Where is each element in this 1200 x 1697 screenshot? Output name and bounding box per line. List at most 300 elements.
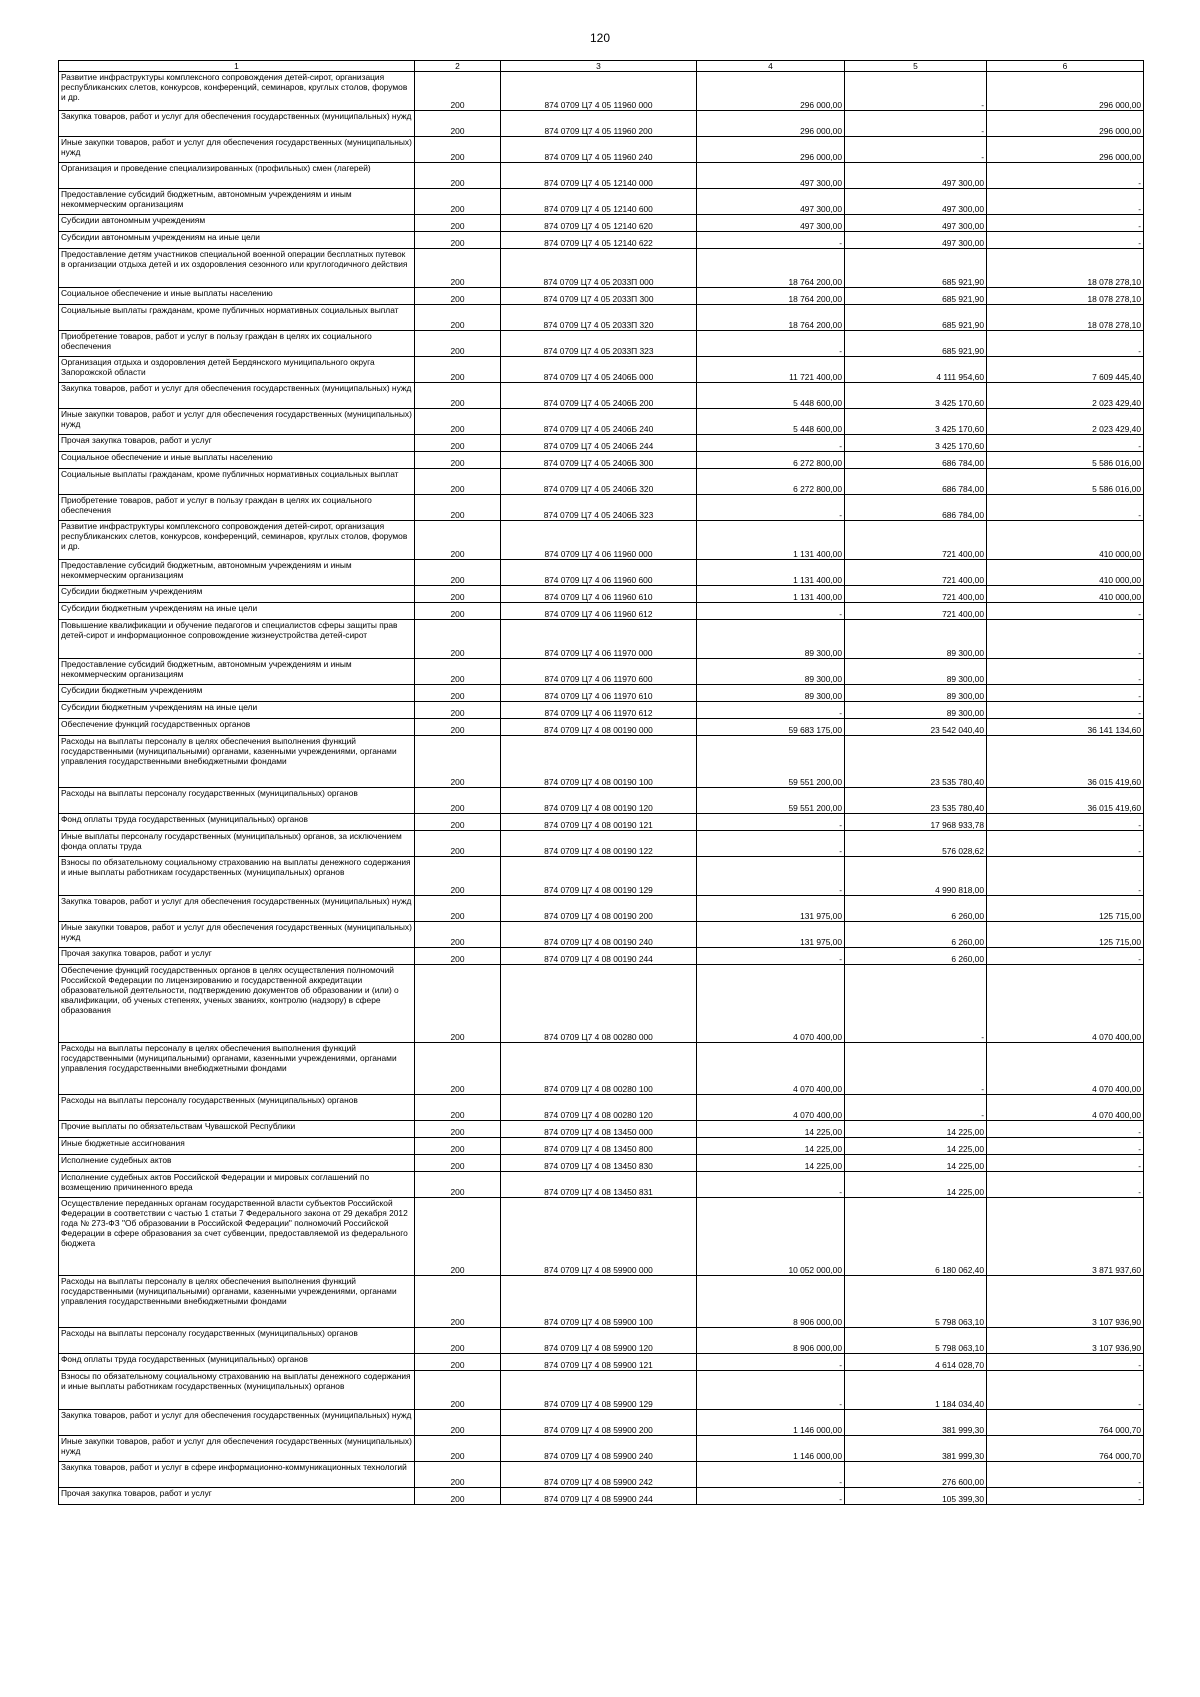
row-name-cell: Расходы на выплаты персоналу в целях обеспечения выполнения функций государственными (муниципальными) органами, казенными учреждениями, органами управления государственными внебюджетными фондами [59,1043,415,1095]
row-col6-cell: 5 586 016,00 [987,469,1144,495]
row-col5-cell: 17 968 933,78 [845,814,987,831]
row-kbk-cell: 874 0709 Ц7 4 08 59900 242 [501,1462,697,1488]
table-row [59,948,1144,965]
table-row [59,1462,1144,1488]
table-row [59,383,1144,409]
row-col6-cell: 296 000,00 [987,111,1144,137]
row-code-cell: 200 [415,620,501,659]
row-col5-cell: 381 999,30 [845,1436,987,1462]
row-col5-cell: 89 300,00 [845,702,987,719]
row-name-cell: Исполнение судебных актов Российской Федерации и мировых соглашений по возмещению причиненного вреда [59,1172,415,1198]
row-col5-cell: - [845,1043,987,1095]
row-name-cell: Расходы на выплаты персоналу государственных (муниципальных) органов [59,1095,415,1121]
table-row [59,719,1144,736]
row-col4-cell: 14 225,00 [697,1155,845,1172]
table-row [59,922,1144,948]
table-row [59,331,1144,357]
row-col5-cell: 497 300,00 [845,215,987,232]
column-header-4: 4 [697,61,845,72]
row-code-cell: 200 [415,1198,501,1276]
row-col6-cell: - [987,1172,1144,1198]
row-col5-cell: - [845,72,987,111]
row-col4-cell: 497 300,00 [697,189,845,215]
row-name-cell: Предоставление детям участников специальной военной операции бесплатных путевок в организации отдыха детей и их оздоровления сезонного или круглогодичного действия [59,249,415,288]
row-col4-cell: 497 300,00 [697,215,845,232]
row-code-cell: 200 [415,1371,501,1410]
row-kbk-cell: 874 0709 Ц7 4 08 00190 100 [501,736,697,788]
row-col6-cell: 764 000,70 [987,1410,1144,1436]
row-kbk-cell: 874 0709 Ц7 4 08 59900 244 [501,1488,697,1505]
row-col4-cell: 18 764 200,00 [697,305,845,331]
table-row [59,215,1144,232]
row-col4-cell: 89 300,00 [697,685,845,702]
row-name-cell: Организация отдыха и оздоровления детей Бердянского муниципального округа Запорожской области [59,357,415,383]
row-code-cell: 200 [415,788,501,814]
row-kbk-cell: 874 0709 Ц7 4 05 11960 200 [501,111,697,137]
row-col6-cell: - [987,495,1144,521]
row-code-cell: 200 [415,831,501,857]
table-row [59,452,1144,469]
row-code-cell: 200 [415,495,501,521]
row-col6-cell: 2 023 429,40 [987,409,1144,435]
row-col6-cell: - [987,1462,1144,1488]
row-kbk-cell: 874 0709 Ц7 4 08 59900 100 [501,1276,697,1328]
row-kbk-cell: 874 0709 Ц7 4 08 59900 240 [501,1436,697,1462]
row-kbk-cell: 874 0709 Ц7 4 05 2406Б 320 [501,469,697,495]
table-row [59,603,1144,620]
row-code-cell: 200 [415,331,501,357]
table-row [59,1121,1144,1138]
table-row [59,1328,1144,1354]
row-name-cell: Предоставление субсидий бюджетным, автономным учреждениям и иным некоммерческим организациям [59,189,415,215]
row-col6-cell: 36 015 419,60 [987,788,1144,814]
row-kbk-cell: 874 0709 Ц7 4 08 13450 831 [501,1172,697,1198]
row-kbk-cell: 874 0709 Ц7 4 05 2033П 300 [501,288,697,305]
row-col4-cell: 14 225,00 [697,1138,845,1155]
row-kbk-cell: 874 0709 Ц7 4 08 00190 120 [501,788,697,814]
row-kbk-cell: 874 0709 Ц7 4 05 2406Б 300 [501,452,697,469]
table-row [59,659,1144,685]
row-name-cell: Закупка товаров, работ и услуг для обеспечения государственных (муниципальных) нужд [59,383,415,409]
row-name-cell: Закупка товаров, работ и услуг для обеспечения государственных (муниципальных) нужд [59,1410,415,1436]
row-col4-cell: 4 070 400,00 [697,965,845,1043]
table-row [59,965,1144,1043]
row-name-cell: Социальные выплаты гражданам, кроме публичных нормативных социальных выплат [59,305,415,331]
row-col6-cell: - [987,435,1144,452]
row-name-cell: Взносы по обязательному социальному страхованию на выплаты денежного содержания и иные выплаты работникам государственных (муниципальных) органов [59,1371,415,1410]
row-col5-cell: 3 425 170,60 [845,409,987,435]
row-col5-cell: 276 600,00 [845,1462,987,1488]
row-col4-cell: 10 052 000,00 [697,1198,845,1276]
column-header-1: 1 [59,61,415,72]
row-name-cell: Социальные выплаты гражданам, кроме публичных нормативных социальных выплат [59,469,415,495]
row-col5-cell: 685 921,90 [845,249,987,288]
table-row [59,560,1144,586]
row-col4-cell: 1 146 000,00 [697,1436,845,1462]
row-col6-cell: 4 070 400,00 [987,965,1144,1043]
row-kbk-cell: 874 0709 Ц7 4 06 11970 612 [501,702,697,719]
row-name-cell: Расходы на выплаты персоналу в целях обеспечения выполнения функций государственными (муниципальными) органами, казенными учреждениями, органами управления государственными внебюджетными фондами [59,736,415,788]
row-code-cell: 200 [415,469,501,495]
row-col5-cell: 686 784,00 [845,495,987,521]
row-col4-cell: - [697,232,845,249]
table-row [59,469,1144,495]
row-name-cell: Повышение квалификации и обучение педагогов и специалистов сферы защиты прав детей-сирот и информационное сопровождение жизнеустройства детей-сирот [59,620,415,659]
table-row [59,288,1144,305]
row-name-cell: Субсидии автономным учреждениям [59,215,415,232]
row-name-cell: Социальное обеспечение и иные выплаты населению [59,288,415,305]
table-row [59,788,1144,814]
row-col6-cell: 36 015 419,60 [987,736,1144,788]
row-kbk-cell: 874 0709 Ц7 4 05 11960 240 [501,137,697,163]
row-name-cell: Иные закупки товаров, работ и услуг для обеспечения государственных (муниципальных) нужд [59,1436,415,1462]
row-col4-cell: 1 131 400,00 [697,586,845,603]
row-col6-cell: - [987,1138,1144,1155]
row-code-cell: 200 [415,736,501,788]
row-code-cell: 200 [415,72,501,111]
row-kbk-cell: 874 0709 Ц7 4 05 2033П 000 [501,249,697,288]
row-col5-cell: 3 425 170,60 [845,383,987,409]
row-kbk-cell: 874 0709 Ц7 4 08 00190 000 [501,719,697,736]
row-kbk-cell: 874 0709 Ц7 4 05 2033П 323 [501,331,697,357]
row-col6-cell: 4 070 400,00 [987,1095,1144,1121]
column-header-5: 5 [845,61,987,72]
row-col6-cell: - [987,1371,1144,1410]
row-col6-cell: 296 000,00 [987,137,1144,163]
row-col4-cell: - [697,1371,845,1410]
row-name-cell: Развитие инфраструктуры комплексного сопровождения детей-сирот, организация республиканских слетов, конкурсов, конференций, семинаров, круглых столов, форумов и др. [59,521,415,560]
table-row [59,702,1144,719]
table-row [59,831,1144,857]
table-row [59,1138,1144,1155]
row-col5-cell: 6 260,00 [845,922,987,948]
row-col5-cell: 5 798 063,10 [845,1276,987,1328]
row-name-cell: Иные закупки товаров, работ и услуг для обеспечения государственных (муниципальных) нужд [59,922,415,948]
row-name-cell: Фонд оплаты труда государственных (муниципальных) органов [59,1354,415,1371]
table-row [59,249,1144,288]
row-col5-cell: 23 535 780,40 [845,788,987,814]
row-kbk-cell: 874 0709 Ц7 4 06 11960 600 [501,560,697,586]
row-col6-cell: 5 586 016,00 [987,452,1144,469]
row-code-cell: 200 [415,435,501,452]
row-code-cell: 200 [415,1410,501,1436]
table-row [59,72,1144,111]
row-col4-cell: 1 131 400,00 [697,521,845,560]
row-name-cell: Субсидии автономным учреждениям на иные цели [59,232,415,249]
row-code-cell: 200 [415,1095,501,1121]
row-kbk-cell: 874 0709 Ц7 4 08 13450 800 [501,1138,697,1155]
table-row [59,1410,1144,1436]
row-col6-cell: 410 000,00 [987,586,1144,603]
row-code-cell: 200 [415,659,501,685]
row-col6-cell: - [987,331,1144,357]
budget-table [58,60,1144,1505]
row-col5-cell: 23 542 040,40 [845,719,987,736]
row-name-cell: Иные закупки товаров, работ и услуг для обеспечения государственных (муниципальных) нужд [59,409,415,435]
row-code-cell: 200 [415,685,501,702]
table-row [59,357,1144,383]
table-row [59,896,1144,922]
row-col4-cell: 6 272 800,00 [697,452,845,469]
row-name-cell: Субсидии бюджетным учреждениям [59,586,415,603]
table-row [59,1436,1144,1462]
row-col5-cell: 14 225,00 [845,1121,987,1138]
row-col5-cell: 6 260,00 [845,896,987,922]
row-code-cell: 200 [415,560,501,586]
row-col4-cell: 59 551 200,00 [697,736,845,788]
row-col5-cell: 23 535 780,40 [845,736,987,788]
row-code-cell: 200 [415,603,501,620]
row-col4-cell: - [697,435,845,452]
row-col4-cell: 131 975,00 [697,922,845,948]
row-col4-cell: 8 906 000,00 [697,1328,845,1354]
row-kbk-cell: 874 0709 Ц7 4 06 11960 612 [501,603,697,620]
row-col6-cell: - [987,163,1144,189]
row-col5-cell: - [845,137,987,163]
row-code-cell: 200 [415,357,501,383]
row-col4-cell: - [697,495,845,521]
row-code-cell: 200 [415,249,501,288]
row-kbk-cell: 874 0709 Ц7 4 06 11960 000 [501,521,697,560]
row-name-cell: Организация и проведение специализированных (профильных) смен (лагерей) [59,163,415,189]
row-code-cell: 200 [415,965,501,1043]
row-kbk-cell: 874 0709 Ц7 4 05 2406Б 000 [501,357,697,383]
row-code-cell: 200 [415,1276,501,1328]
row-col4-cell: - [697,331,845,357]
page-number: 120 [589,31,611,45]
table-row [59,1371,1144,1410]
row-kbk-cell: 874 0709 Ц7 4 08 59900 000 [501,1198,697,1276]
row-code-cell: 200 [415,189,501,215]
table-row [59,305,1144,331]
row-col4-cell: 131 975,00 [697,896,845,922]
row-col6-cell: 7 609 445,40 [987,357,1144,383]
row-col5-cell: 14 225,00 [845,1172,987,1198]
row-kbk-cell: 874 0709 Ц7 4 08 59900 200 [501,1410,697,1436]
row-col5-cell: - [845,965,987,1043]
table-row [59,814,1144,831]
row-code-cell: 200 [415,383,501,409]
row-col5-cell: 497 300,00 [845,189,987,215]
row-kbk-cell: 874 0709 Ц7 4 08 00190 200 [501,896,697,922]
row-col5-cell: 89 300,00 [845,685,987,702]
table-row [59,521,1144,560]
row-kbk-cell: 874 0709 Ц7 4 08 00280 000 [501,965,697,1043]
row-name-cell: Прочая закупка товаров, работ и услуг [59,948,415,965]
row-col6-cell: - [987,831,1144,857]
row-col5-cell: 3 425 170,60 [845,435,987,452]
row-col4-cell: 18 764 200,00 [697,249,845,288]
row-name-cell: Субсидии бюджетным учреждениям на иные цели [59,603,415,620]
row-col6-cell: - [987,232,1144,249]
row-code-cell: 200 [415,1172,501,1198]
row-kbk-cell: 874 0709 Ц7 4 08 59900 120 [501,1328,697,1354]
row-col4-cell: 5 448 600,00 [697,409,845,435]
table-row [59,857,1144,896]
row-col4-cell: - [697,702,845,719]
row-col5-cell: 686 784,00 [845,469,987,495]
row-col4-cell: 59 683 175,00 [697,719,845,736]
row-name-cell: Иные выплаты персоналу государственных (муниципальных) органов, за исключением фонда оплаты труда [59,831,415,857]
table-row [59,111,1144,137]
row-code-cell: 200 [415,948,501,965]
row-code-cell: 200 [415,409,501,435]
row-name-cell: Предоставление субсидий бюджетным, автономным учреждениям и иным некоммерческим организациям [59,560,415,586]
row-col5-cell: 6 260,00 [845,948,987,965]
row-col6-cell: 3 871 937,60 [987,1198,1144,1276]
row-kbk-cell: 874 0709 Ц7 4 05 11960 000 [501,72,697,111]
row-col4-cell: 18 764 200,00 [697,288,845,305]
row-name-cell: Обеспечение функций государственных органов в целях осуществления полномочий Российской Федерации по лицензированию и государственной аккредитации образовательной деятельности, подтверждению документов об образовании и (или) о квалификации, об ученых степенях, ученых званиях, контролю (надзору) в сфере образования [59,965,415,1043]
row-col4-cell: 296 000,00 [697,72,845,111]
row-kbk-cell: 874 0709 Ц7 4 08 13450 000 [501,1121,697,1138]
row-kbk-cell: 874 0709 Ц7 4 06 11960 610 [501,586,697,603]
row-code-cell: 200 [415,1155,501,1172]
row-name-cell: Предоставление субсидий бюджетным, автономным учреждениям и иным некоммерческим организациям [59,659,415,685]
row-name-cell: Субсидии бюджетным учреждениям [59,685,415,702]
row-col5-cell: 497 300,00 [845,232,987,249]
column-header-6: 6 [987,61,1144,72]
row-kbk-cell: 874 0709 Ц7 4 08 59900 129 [501,1371,697,1410]
row-col4-cell: 8 906 000,00 [697,1276,845,1328]
row-col5-cell: 1 184 034,40 [845,1371,987,1410]
row-col6-cell: - [987,1155,1144,1172]
row-col5-cell: 4 111 954,60 [845,357,987,383]
row-code-cell: 200 [415,452,501,469]
row-code-cell: 200 [415,1121,501,1138]
row-name-cell: Приобретение товаров, работ и услуг в пользу граждан в целях их социального обеспечения [59,495,415,521]
table-row [59,435,1144,452]
row-code-cell: 200 [415,1138,501,1155]
row-kbk-cell: 874 0709 Ц7 4 05 2033П 320 [501,305,697,331]
row-kbk-cell: 874 0709 Ц7 4 05 12140 620 [501,215,697,232]
row-code-cell: 200 [415,1328,501,1354]
row-name-cell: Закупка товаров, работ и услуг для обеспечения государственных (муниципальных) нужд [59,111,415,137]
row-col4-cell: - [697,1354,845,1371]
row-col5-cell: 685 921,90 [845,331,987,357]
table-row [59,685,1144,702]
row-col6-cell: - [987,603,1144,620]
table-row [59,1095,1144,1121]
row-col4-cell: - [697,814,845,831]
row-col5-cell: 89 300,00 [845,620,987,659]
row-code-cell: 200 [415,896,501,922]
row-col5-cell: 4 990 818,00 [845,857,987,896]
row-col4-cell: 89 300,00 [697,620,845,659]
row-col6-cell: - [987,1488,1144,1505]
row-name-cell: Социальное обеспечение и иные выплаты населению [59,452,415,469]
row-col4-cell: 6 272 800,00 [697,469,845,495]
row-kbk-cell: 874 0709 Ц7 4 08 00190 129 [501,857,697,896]
row-code-cell: 200 [415,719,501,736]
row-name-cell: Фонд оплаты труда государственных (муниципальных) органов [59,814,415,831]
table-row [59,189,1144,215]
row-col6-cell: - [987,659,1144,685]
table-row [59,1198,1144,1276]
table-row [59,495,1144,521]
row-name-cell: Осуществление переданных органам государственной власти субъектов Российской Федерации в соответствии с частью 1 статьи 7 Федерального закона от 29 декабря 2012 года № 273-ФЗ "Об образовании в Российской Федерации" полномочий Российской Федерации в сфере образования за счет субвенции, предоставляемой из федерального бюджета [59,1198,415,1276]
row-kbk-cell: 874 0709 Ц7 4 08 13450 830 [501,1155,697,1172]
row-col4-cell: 14 225,00 [697,1121,845,1138]
row-name-cell: Взносы по обязательному социальному страхованию на выплаты денежного содержания и иные выплаты работникам государственных (муниципальных) органов [59,857,415,896]
row-col6-cell: 410 000,00 [987,521,1144,560]
row-kbk-cell: 874 0709 Ц7 4 08 00190 121 [501,814,697,831]
row-code-cell: 200 [415,1354,501,1371]
row-code-cell: 200 [415,814,501,831]
row-col4-cell: 296 000,00 [697,137,845,163]
row-code-cell: 200 [415,137,501,163]
row-col6-cell: 18 078 278,10 [987,288,1144,305]
row-col5-cell: 721 400,00 [845,521,987,560]
row-col6-cell: - [987,215,1144,232]
row-code-cell: 200 [415,922,501,948]
row-col6-cell: 410 000,00 [987,560,1144,586]
row-col6-cell: - [987,1121,1144,1138]
row-col5-cell: 686 784,00 [845,452,987,469]
row-name-cell: Исполнение судебных актов [59,1155,415,1172]
table-header [59,61,1144,72]
table-row [59,1488,1144,1505]
row-col5-cell: 497 300,00 [845,163,987,189]
row-col6-cell: 3 107 936,90 [987,1276,1144,1328]
row-name-cell: Субсидии бюджетным учреждениям на иные цели [59,702,415,719]
row-name-cell: Приобретение товаров, работ и услуг в пользу граждан в целях их социального обеспечения [59,331,415,357]
row-code-cell: 200 [415,288,501,305]
row-col5-cell: 5 798 063,10 [845,1328,987,1354]
row-col5-cell: 4 614 028,70 [845,1354,987,1371]
row-col6-cell: - [987,620,1144,659]
row-col5-cell: 721 400,00 [845,560,987,586]
row-name-cell: Иные бюджетные ассигнования [59,1138,415,1155]
row-col4-cell: 59 551 200,00 [697,788,845,814]
row-code-cell: 200 [415,232,501,249]
row-code-cell: 200 [415,163,501,189]
table-row [59,586,1144,603]
table-row [59,232,1144,249]
row-col5-cell: 6 180 062,40 [845,1198,987,1276]
row-kbk-cell: 874 0709 Ц7 4 08 00190 244 [501,948,697,965]
row-col6-cell: 18 078 278,10 [987,305,1144,331]
row-kbk-cell: 874 0709 Ц7 4 05 2406Б 240 [501,409,697,435]
row-col6-cell: 125 715,00 [987,896,1144,922]
table-body [59,72,1144,1505]
row-col4-cell: 4 070 400,00 [697,1043,845,1095]
row-kbk-cell: 874 0709 Ц7 4 06 11970 610 [501,685,697,702]
row-col6-cell: - [987,1354,1144,1371]
row-col4-cell: - [697,831,845,857]
row-col5-cell: 14 225,00 [845,1155,987,1172]
row-col6-cell: 4 070 400,00 [987,1043,1144,1095]
row-col6-cell: - [987,189,1144,215]
table-row [59,163,1144,189]
column-header-3: 3 [501,61,697,72]
row-col5-cell: 576 028,62 [845,831,987,857]
row-name-cell: Прочие выплаты по обязательствам Чувашской Республики [59,1121,415,1138]
row-col6-cell: 764 000,70 [987,1436,1144,1462]
row-col5-cell: - [845,111,987,137]
row-col6-cell: 36 141 134,60 [987,719,1144,736]
table-row [59,409,1144,435]
row-kbk-cell: 874 0709 Ц7 4 08 00190 240 [501,922,697,948]
table-row [59,1276,1144,1328]
row-col4-cell: - [697,1462,845,1488]
row-col4-cell: 89 300,00 [697,659,845,685]
row-col5-cell: 89 300,00 [845,659,987,685]
row-col4-cell: 11 721 400,00 [697,357,845,383]
table-row [59,1354,1144,1371]
row-col6-cell: - [987,685,1144,702]
row-col6-cell: - [987,948,1144,965]
